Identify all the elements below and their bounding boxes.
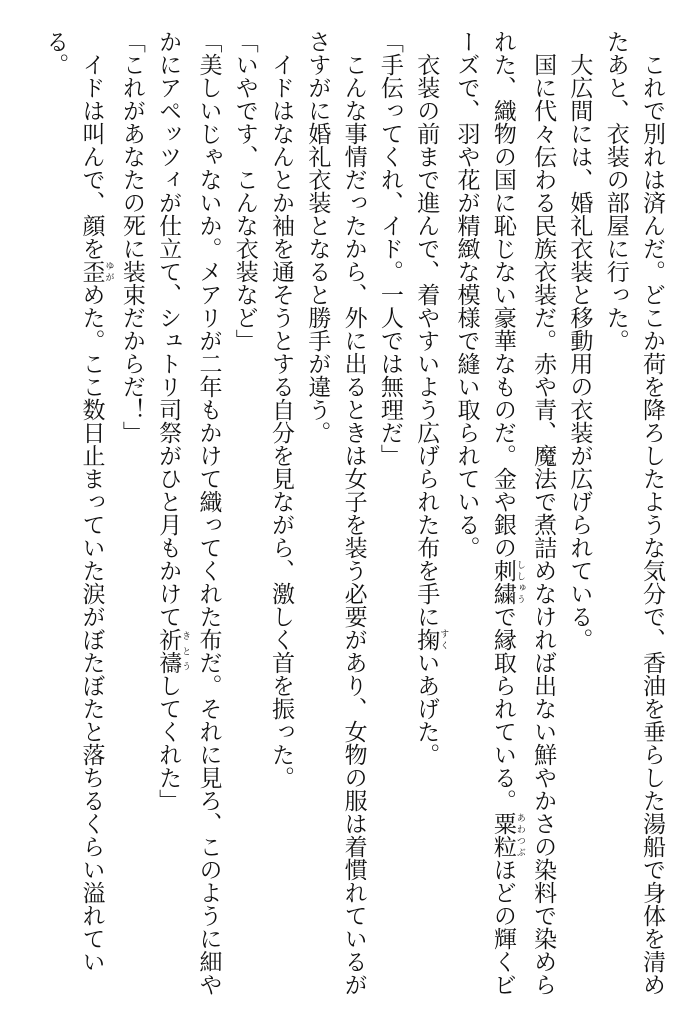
ruby-shishuu [489, 559, 525, 605]
text-line-4: 国に代々伝わる民族衣装だ。赤や青、魔法で煮詰めなければ出ない鮮やかさの染料で染めら [530, 30, 557, 996]
ruby-reading: きとう [180, 628, 191, 674]
text-line-14 [150, 30, 190, 988]
text-line-8: 「手伝ってくれ、イド。一人では無理だ」 [376, 30, 403, 467]
ruby-sukuu [413, 628, 449, 651]
ruby-yugameru [78, 260, 114, 283]
text-line-5 [485, 30, 525, 996]
text-line-7-tail: いあげた。 [413, 651, 440, 766]
text-line-1: これで別れは済んだ。どこか荷を降ろしたような気分で、香油を垂らした湯船で身体を清め [639, 30, 665, 996]
ruby-reading: ゆが [103, 260, 114, 283]
text-line-15: 「これがあなたの死に装束だからだ！」 [118, 30, 145, 444]
text-line-7-head: 衣装の前まで進んで、着やすいよう広げられた布を手に [413, 30, 440, 628]
text-line-12: 「いやです、こんな衣装など」 [231, 30, 258, 352]
text-line-16 [73, 30, 113, 988]
text-line-6: ーズで、羽や花が精緻な模様で縫い取られている。 [453, 30, 480, 559]
ruby-reading: あわつぶ [514, 812, 525, 858]
ruby-base: 掬 [413, 628, 440, 651]
vertical-text-block [37, 30, 670, 996]
text-line-9: こんな事情だったから、外に出るときは女子を装う必要があり、女物の服は着慣れているが [340, 30, 367, 996]
text-line-16-tail: めた。ここ数日止まっていた涙がぼたぼたと落ちるくらい溢れてい [78, 283, 105, 973]
ruby-reading: ししゅう [514, 559, 525, 605]
ruby-base: 粟粒 [489, 812, 516, 858]
text-line-7 [408, 30, 448, 988]
text-line-13: 「美しいじゃないか。メアリが二年もかけて織ってくれた布だ。それに見ろ、このように細や [195, 30, 222, 996]
text-line-10: さすがに婚礼衣装となると勝手が違う。 [304, 30, 331, 444]
text-line-17: る。 [42, 30, 69, 76]
text-line-5-mid: で縁取られている。 [489, 605, 516, 812]
text-line-11: イドはなんとか袖を通そうとする自分を見ながら、激しく首を振った。 [268, 30, 295, 789]
text-line-16-head: イドは叫んで、顔を [78, 30, 105, 260]
ruby-reading: すく [438, 628, 449, 651]
ruby-base: 刺繍 [489, 559, 516, 605]
text-line-5-tail: ほどの輝くビ [489, 858, 516, 996]
text-line-5-head: れた、織物の国に恥じない豪華なものだ。金や銀の [489, 30, 516, 559]
text-line-14-head: かにアペッツィが仕立て、シュトリ司祭がひと月もかけて [155, 30, 182, 628]
text-line-2: たあと、衣装の部屋に行った。 [602, 30, 629, 352]
ruby-awatsubu [489, 812, 525, 858]
ruby-base: 歪 [78, 260, 105, 283]
ruby-base: 祈禱 [155, 628, 182, 674]
ruby-kitou [155, 628, 191, 674]
text-line-3: 大広間には、婚礼衣装と移動用の衣装が広げられている。 [566, 30, 593, 651]
text-line-14-tail: してくれた」 [155, 674, 182, 812]
